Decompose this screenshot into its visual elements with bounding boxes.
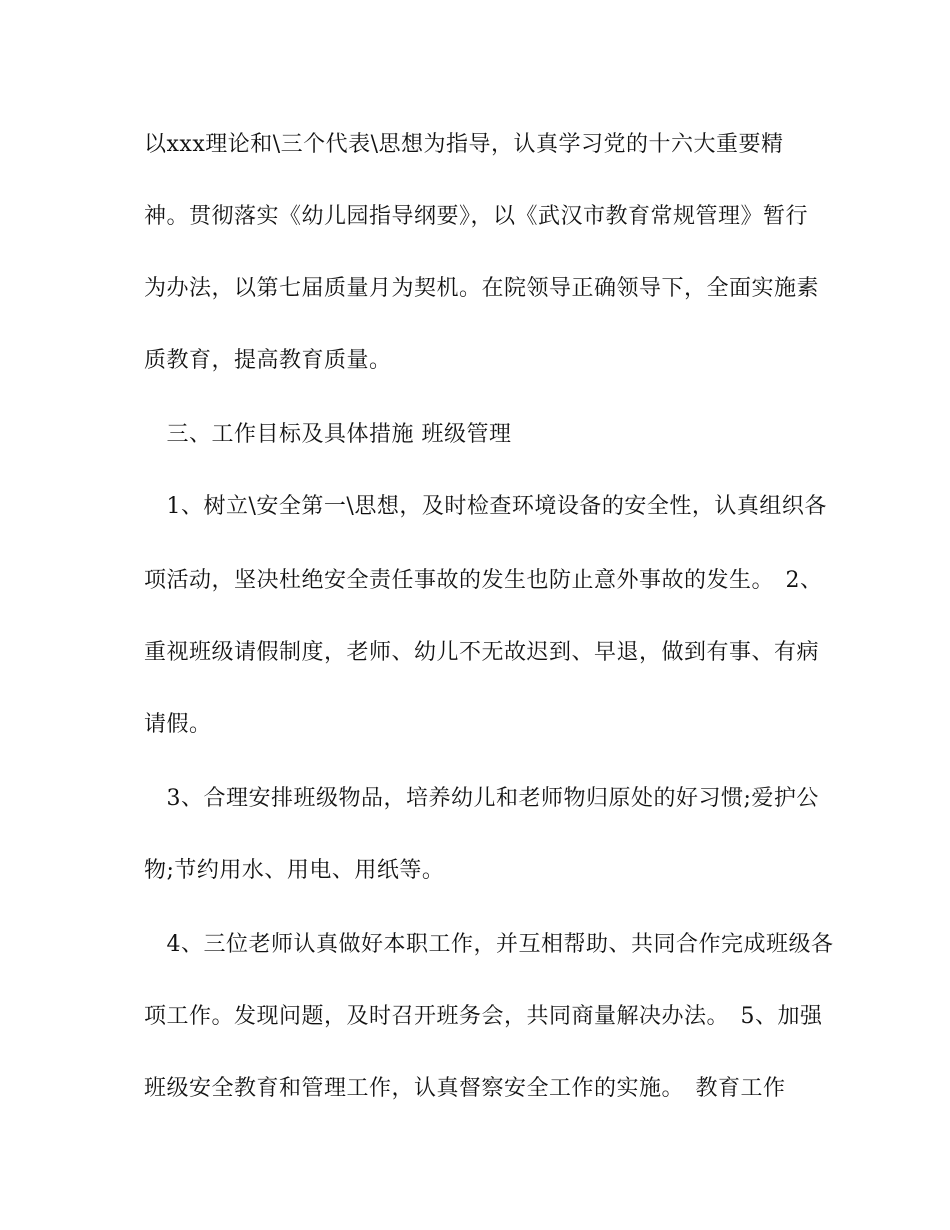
- text-line: 重视班级请假制度，老师、幼儿不无故迟到、早退，做到有事、有病: [144, 640, 820, 665]
- text-line: 为办法，以第七届质量月为契机。在院领导正确领导下，全面实施素: [144, 276, 820, 301]
- text-line: 请假。: [144, 712, 212, 737]
- text-line: 班级安全教育和管理工作，认真督察安全工作的实施。 教育工作: [144, 1076, 786, 1101]
- text-line: 物;节约用水、用电、用纸等。: [144, 858, 445, 883]
- text-line: 3、合理安排班级物品，培养幼儿和老师物归原处的好习惯;爱护公: [144, 786, 819, 811]
- text-line: 神。贯彻落实《幼儿园指导纲要》，以《武汉市教育常规管理》暂行: [144, 204, 809, 229]
- text-line: 项活动，坚决杜绝安全责任事故的发生也防止意外事故的发生。 2、: [144, 568, 823, 593]
- text-line: 质教育，提高教育质量。: [144, 348, 392, 373]
- text-line: 以xxx理论和\三个代表\思想为指导，认真学习党的十六大重要精: [144, 132, 784, 157]
- text-line: 1、树立\安全第一\思想，及时检查环境设备的安全性，认真组织各: [144, 494, 827, 519]
- text-line: 项工作。发现问题，及时召开班务会，共同商量解决办法。 5、加强: [144, 1004, 823, 1029]
- section-heading: 三、工作目标及具体措施 班级管理: [144, 422, 512, 447]
- text-line: 4、三位老师认真做好本职工作，并互相帮助、共同合作完成班级各: [144, 932, 834, 957]
